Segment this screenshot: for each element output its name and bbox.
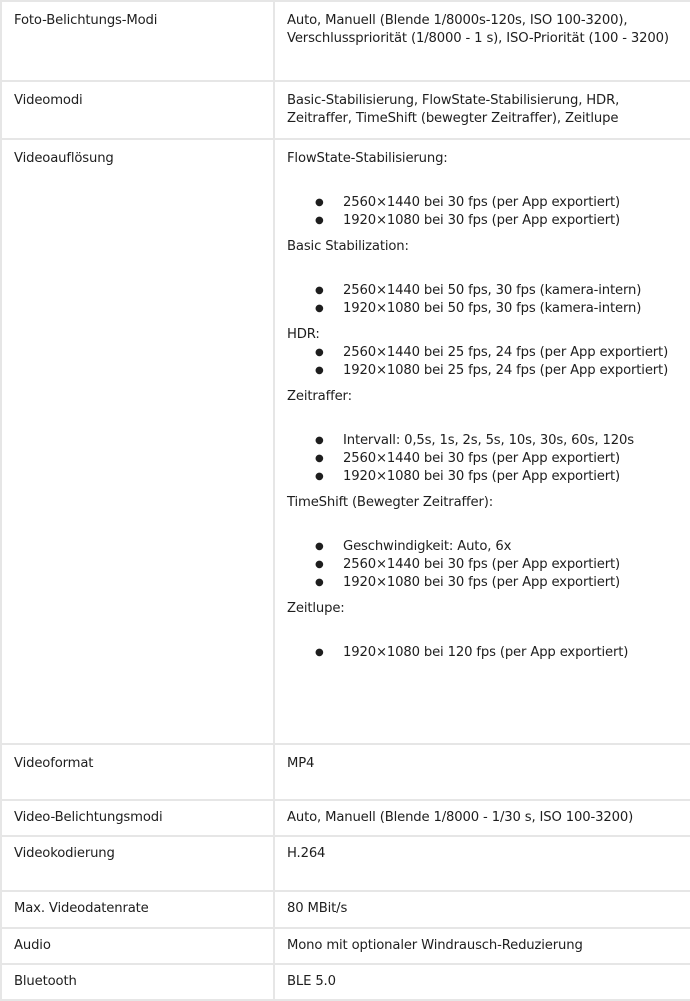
group-heading: Zeitlupe: [287, 601, 345, 616]
list-item: ● 2560×1440 bei 50 fps, 30 fps (kamera-intern) [287, 282, 682, 300]
table-row [1, 800, 690, 836]
row-label: Max. Videodatenrate [1, 891, 274, 928]
group-heading: Basic Stabilization: [287, 239, 409, 254]
row-label: Bluetooth [1, 964, 274, 1000]
row-label: Videoformat [1, 744, 274, 800]
list-item: ● 1920×1080 bei 30 fps (per App exportiert) [287, 212, 682, 230]
list-item: ● 2560×1440 bei 25 fps, 24 fps (per App exportiert) [287, 344, 682, 362]
table-row [1, 836, 690, 891]
table-row [1, 891, 690, 928]
bullet-list [287, 538, 682, 592]
group-heading: Zeitraffer: [287, 389, 352, 404]
row-value: Basic-Stabilisierung, FlowState-Stabilisierung, HDR, Zeitraffer, TimeShift (bewegter Zeitraffer), Zeitlupe [274, 81, 690, 139]
row-value [274, 139, 690, 744]
bullet-list [287, 194, 682, 230]
table-row [1, 964, 690, 1000]
bullet-list [287, 644, 682, 662]
list-item: ● 1920×1080 bei 25 fps, 24 fps (per App exportiert) [287, 362, 682, 380]
row-value: H.264 [274, 836, 690, 891]
list-item: ● 1920×1080 bei 50 fps, 30 fps (kamera-intern) [287, 300, 682, 318]
row-value: 80 MBit/s [274, 891, 690, 928]
list-item: ● 1920×1080 bei 120 fps (per App exportiert) [287, 644, 682, 662]
bullet-list [287, 282, 682, 318]
row-value: BLE 5.0 [274, 964, 690, 1000]
row-label: Audio [1, 928, 274, 964]
row-label: Video-Belichtungsmodi [1, 800, 274, 836]
group-heading: HDR: [287, 327, 320, 342]
table-row [1, 139, 690, 744]
list-item: ● Intervall: 0,5s, 1s, 2s, 5s, 10s, 30s, 60s, 120s [287, 432, 682, 450]
row-value: MP4 [274, 744, 690, 800]
bullet-list [287, 344, 682, 380]
list-item: ● Geschwindigkeit: Auto, 6x [287, 538, 682, 556]
list-item: ● 1920×1080 bei 30 fps (per App exportiert) [287, 574, 682, 592]
row-label: Videoauflösung [1, 139, 274, 744]
table-row [1, 81, 690, 139]
row-value: Auto, Manuell (Blende 1/8000 - 1/30 s, ISO 100-3200) [274, 800, 690, 836]
list-item: ● 1920×1080 bei 30 fps (per App exportiert) [287, 468, 682, 486]
group-heading: FlowState-Stabilisierung: [287, 151, 448, 166]
row-label: Foto-Belichtungs-Modi [1, 1, 274, 81]
table-row [1, 1, 690, 81]
table-row [1, 928, 690, 964]
list-item: ● 2560×1440 bei 30 fps (per App exportiert) [287, 556, 682, 574]
group-heading: TimeShift (Bewegter Zeitraffer): [287, 495, 494, 510]
row-value: Auto, Manuell (Blende 1/8000s-120s, ISO 100-3200), Verschlusspriorität (1/8000 - 1 s), ISO-Priorität (100 - 3200) [274, 1, 690, 81]
row-label: Videokodierung [1, 836, 274, 891]
list-item: ● 2560×1440 bei 30 fps (per App exportiert) [287, 194, 682, 212]
list-item: ● 2560×1440 bei 30 fps (per App exportiert) [287, 450, 682, 468]
row-value: Mono mit optionaler Windrausch-Reduzierung [274, 928, 690, 964]
table-row [1, 744, 690, 800]
bullet-list [287, 432, 682, 486]
row-label: Videomodi [1, 81, 274, 139]
